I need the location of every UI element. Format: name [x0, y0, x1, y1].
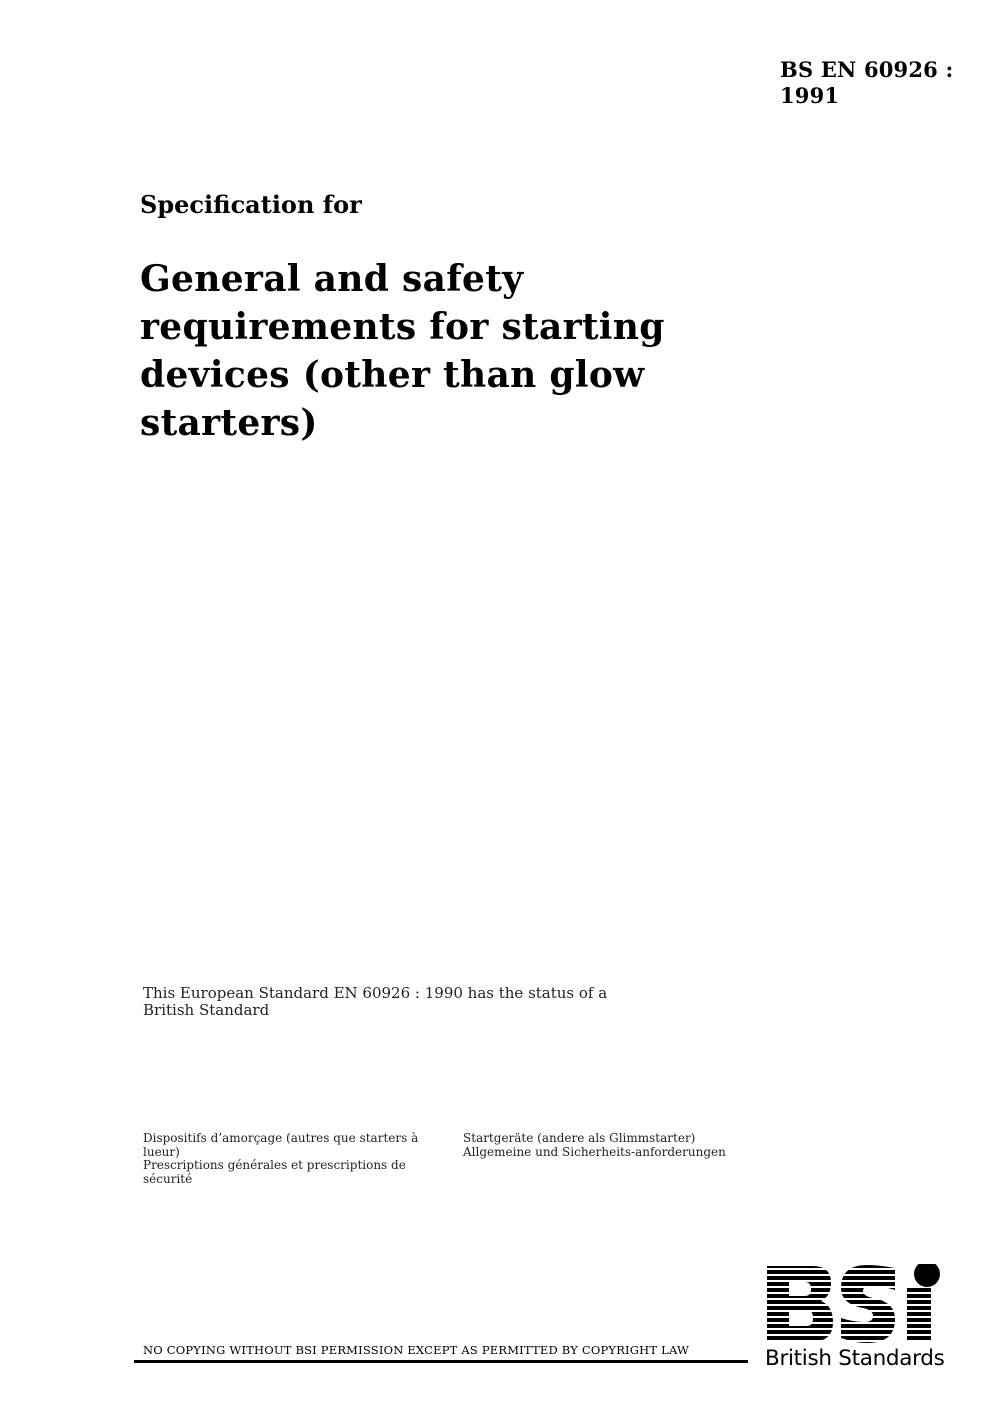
status-line-1: This European Standard EN 60926 : 1990 has the status of a	[143, 984, 608, 1002]
title-line-4: starters)	[140, 402, 318, 444]
title-line-3: devices (other than glow	[140, 354, 645, 396]
french-title-line-3: Prescriptions générales et prescriptions de	[143, 1158, 406, 1172]
title-line-1: General and safety	[140, 258, 524, 300]
german-title-line-1: Startgeräte (andere als Glimmstarter)	[463, 1131, 696, 1145]
german-title	[463, 1132, 726, 1159]
document-title	[140, 255, 700, 447]
french-title-line-1: Dispositifs d’amorçage (autres que starters à	[143, 1131, 419, 1145]
title-line-2: requirements for starting	[140, 306, 665, 348]
bsi-wordmark: British Standards	[765, 1346, 945, 1371]
french-title-line-4: sécurité	[143, 1171, 193, 1186]
french-title-line-2: lueur)	[143, 1144, 180, 1159]
french-title	[143, 1132, 418, 1186]
status-line-2: British Standard	[143, 1001, 270, 1019]
german-title-line-2: Allgemeine und Sicherheits-anforderungen	[463, 1144, 726, 1159]
standard-number-line-1: BS EN 60926 :	[780, 57, 954, 82]
standard-number	[780, 57, 953, 109]
bsi-logo-icon	[767, 1264, 945, 1348]
standard-number-line-2: 1991	[780, 83, 840, 108]
copyright-notice: NO COPYING WITHOUT BSI PERMISSION EXCEPT AS PERMITTED BY COPYRIGHT LAW	[143, 1343, 690, 1357]
title-kicker: Specification for	[140, 190, 362, 219]
status-statement	[143, 985, 607, 1019]
copyright-divider	[134, 1360, 748, 1363]
